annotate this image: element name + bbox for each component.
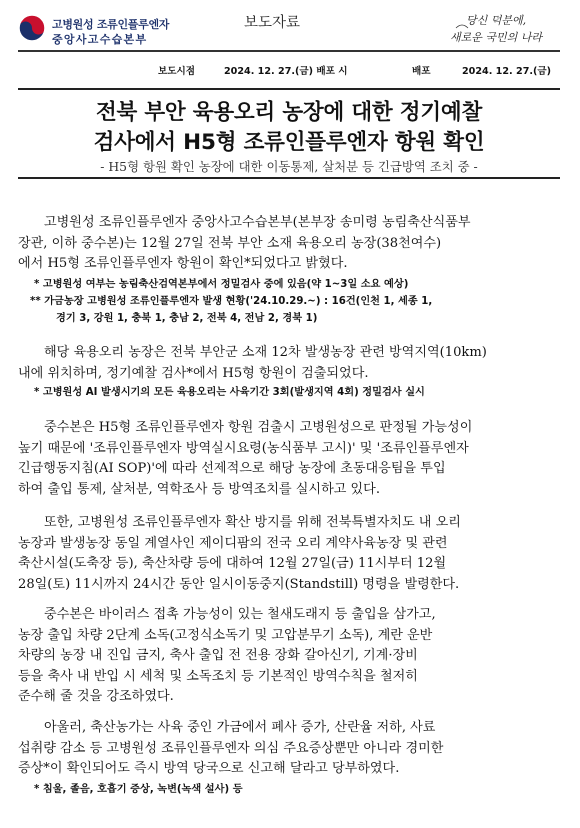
p1-footnote-2-cont: 경기 3, 강원 1, 충북 1, 충남 2, 전북 4, 전남 2, 경북 1) xyxy=(56,313,318,324)
p4-line: 28일(토) 11시까지 24시간 동안 일시이동중지(Standstill) 명령을 발령한다. xyxy=(18,576,460,592)
paragraph-5 xyxy=(18,605,562,708)
agency-logo xyxy=(18,12,204,52)
p1-line: 고병원성 조류인플루엔자 중앙사고수습본부(본부장 송미령 농림축산식품부 xyxy=(44,215,471,230)
p4-line: 또한, 고병원성 조류인플루엔자 확산 방지를 위해 전북특별자치도 내 오리 xyxy=(44,515,461,530)
p3-line: 하여 출입 통제, 살처분, 역학조사 등 방역조치를 실시하고 있다. xyxy=(18,481,380,497)
taegeuk-emblem-icon xyxy=(18,14,46,42)
distribution-label: 배포 xyxy=(412,66,431,77)
p3-line: 긴급행동지침(AI SOP)'에 따라 선제적으로 해당 농장에 초동대응팀을 투입 xyxy=(18,461,446,476)
p4-line: 축산시설(도축장 등), 축산차량 등에 대하여 12월 27일(금) 11시부터 12월 xyxy=(18,556,447,571)
p6-footnote: * 침울, 졸음, 호흡기 증상, 녹변(녹색 설사) 등 xyxy=(34,784,243,795)
p5-line: 차량의 농장 내 진입 금지, 축사 출입 전 전용 장화 갈아신기, 기계·장비 xyxy=(18,648,418,663)
subheadline: - H5형 항원 확인 농장에 대한 이동통제, 살처분 등 긴급방역 조치 중 - xyxy=(100,159,478,174)
headline-box xyxy=(18,88,560,179)
paragraph-6 xyxy=(18,718,562,780)
headline-line2: 검사에서 H5형 조류인플루엔자 항원 확인 xyxy=(93,130,485,155)
p1-footnote-1: * 고병원성 여부는 농림축산검역본부에서 정밀검사 중에 있음(약 1~3일 소요 예상) xyxy=(34,279,409,290)
p5-line: 농장 출입 차량 2단계 소독(고정식소독기 및 고압분무기 소독), 계란 운반 xyxy=(18,627,433,643)
logo-text-line2: 중앙사고수습본부 xyxy=(52,33,148,46)
p2-line: 해당 육용오리 농장은 전북 부안군 소재 12차 발생농장 관련 방역지역(10km) xyxy=(44,345,487,360)
paragraph-2 xyxy=(18,343,562,384)
p1-line: 장관, 이하 중수본)는 12월 27일 전북 부안 소재 육용오리 농장(38천여수) xyxy=(18,235,442,251)
slogan-calligraphy-icon xyxy=(448,8,566,48)
distribution-date: 2024. 12. 27.(금) xyxy=(462,66,552,77)
header xyxy=(0,0,580,56)
paragraph-3 xyxy=(18,418,562,500)
headline-line1: 전북 부안 육용오리 농장에 대한 정기예찰 xyxy=(95,100,483,125)
paragraph-4 xyxy=(18,513,562,595)
p1-footnote-2: ** 가금농장 고병원성 조류인플루엔자 발생 현황('24.10.29.~) : 16건(인천 1, 세종 1, xyxy=(30,296,433,307)
svg-text:당신 덕분에,: 당신 덕분에, xyxy=(466,14,527,27)
paragraph-1 xyxy=(18,213,562,275)
svg-text:새로운 국민의 나라: 새로운 국민의 나라 xyxy=(450,31,543,44)
p3-line: 높기 때문에 '조류인플루엔자 방역실시요령(농식품부 고시)' 및 '조류인플루엔자 xyxy=(18,440,469,456)
p6-line: 증상*이 확인되어도 즉시 방역 당국으로 신고해 달라고 당부하였다. xyxy=(18,761,400,776)
release-time-value: 2024. 12. 27.(금) 배포 시 xyxy=(224,66,348,77)
p2-line: 내에 위치하며, 정기예찰 검사*에서 H5형 항원이 검출되었다. xyxy=(18,365,369,381)
release-time-label: 보도시점 xyxy=(158,66,196,77)
p1-line: 에서 H5형 조류인플루엔자 항원이 확인*되었다고 밝혔다. xyxy=(18,256,348,271)
p2-footnote: * 고병원성 AI 발생시기의 모든 육용오리는 사육기간 3회(발생지역 4회) 정밀검사 실시 xyxy=(34,387,425,398)
p6-line: 섭취량 감소 등 고병원성 조류인플루엔자 의심 주요증상뿐만 아니라 경미한 xyxy=(18,740,444,756)
header-divider xyxy=(18,50,560,52)
p5-line: 준수해 줄 것을 강조하였다. xyxy=(18,689,174,704)
p4-line: 농장과 발생농장 동일 계열사인 제이디팜의 전국 오리 계약사육농장 및 관련 xyxy=(18,535,448,551)
p3-line: 중수본은 H5형 조류인플루엔자 항원 검출시 고병원성으로 판정될 가능성이 xyxy=(44,420,473,435)
logo-text-line1: 고병원성 조류인플루엔자 xyxy=(52,18,170,31)
handwritten-slogan-image xyxy=(448,8,566,48)
release-info-row xyxy=(0,63,580,79)
p5-line: 등을 축사 내 반입 시 세척 및 소독조치 등 기본적인 방역수칙을 철저히 xyxy=(18,668,418,684)
p6-line: 아울러, 축산농가는 사육 중인 가금에서 폐사 증가, 산란율 저하, 사료 xyxy=(44,720,436,735)
p5-line: 중수본은 바이러스 접촉 가능성이 있는 철새도래지 등 출입을 삼가고, xyxy=(44,607,436,622)
press-release-label: 보도자료 xyxy=(243,15,301,31)
